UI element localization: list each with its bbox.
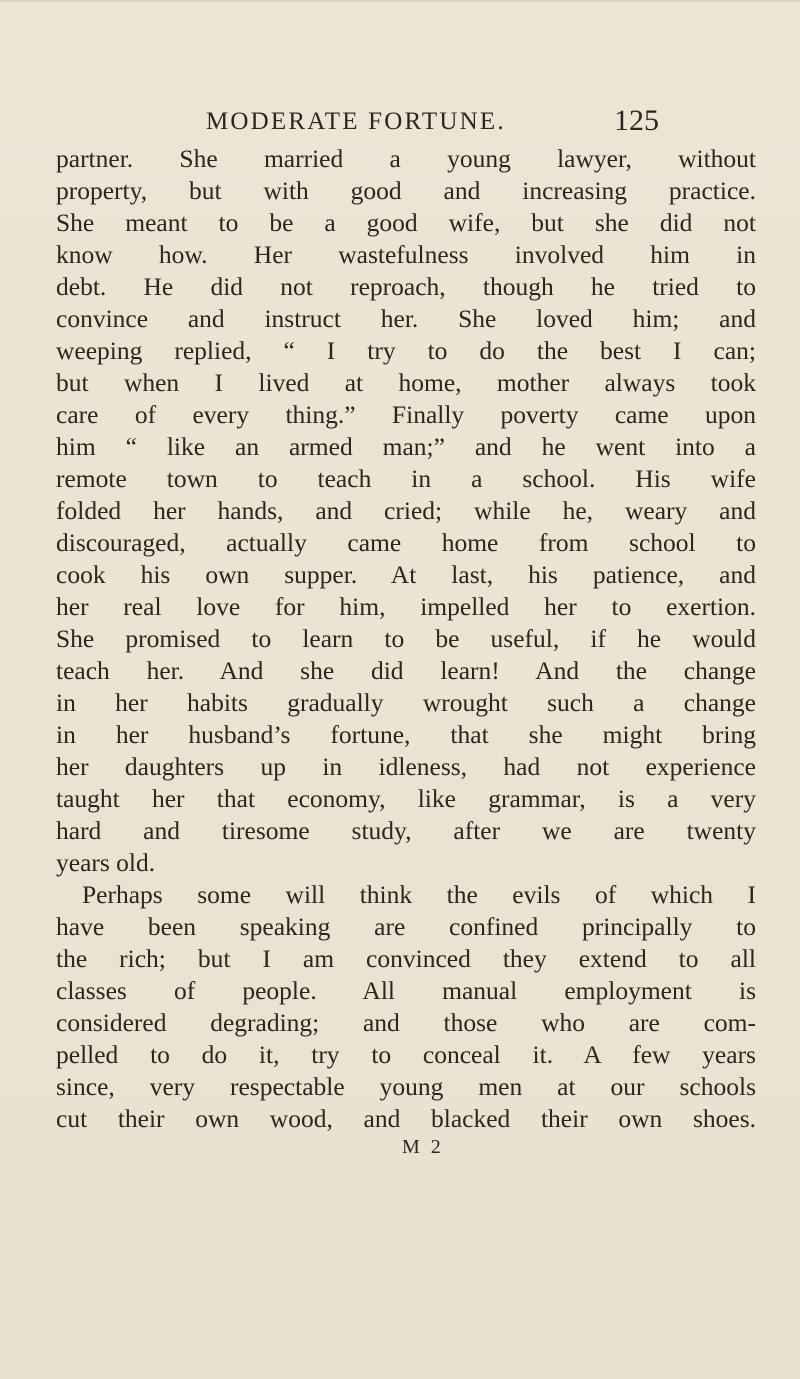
text-line: hard and tiresome study, after we are twenty [56,816,756,845]
printer-signature-mark: M 2 [402,1136,444,1158]
running-head-title: MODERATE FORTUNE. [206,108,506,135]
text-line: him “ like an armed man;” and he went into a [56,432,756,461]
text-line: teach her. And she did learn! And the change [56,656,756,685]
running-head [56,102,756,142]
text-line: since, very respectable young men at our schools [56,1072,756,1101]
text-line: know how. Her wastefulness involved him in [56,240,756,269]
text-line: considered degrading; and those who are com- [56,1008,756,1037]
text-line: convince and instruct her. She loved him; and [56,304,756,333]
page-number: 125 [614,104,659,137]
text-line: years old. [56,848,156,877]
text-line: care of every thing.” Finally poverty came upon [56,400,756,429]
text-line: folded her hands, and cried; while he, weary and [56,496,756,525]
paragraph-first-line: Perhaps some will think the evils of which I [82,880,756,909]
text-line: taught her that economy, like grammar, is a very [56,784,756,813]
text-line: cook his own supper. At last, his patience, and [56,560,756,589]
text-line: property, but with good and increasing practice. [56,176,756,205]
text-line: cut their own wood, and blacked their own shoes. [56,1104,756,1133]
text-line: the rich; but I am convinced they extend to all [56,944,756,973]
page-top-edge [0,0,800,2]
text-line: She promised to learn to be useful, if he would [56,624,756,653]
text-line: classes of people. All manual employment is [56,976,756,1005]
text-line: but when I lived at home, mother always took [56,368,756,397]
text-line: have been speaking are confined principally to [56,912,756,941]
text-line: her daughters up in idleness, had not experience [56,752,756,781]
text-line: debt. He did not reproach, though he tried to [56,272,756,301]
text-line: pelled to do it, try to conceal it. A few years [56,1040,756,1069]
text-line: She meant to be a good wife, but she did not [56,208,756,237]
text-line: remote town to teach in a school. His wife [56,464,756,493]
text-line: weeping replied, “ I try to do the best I can; [56,336,756,365]
text-line: in her habits gradually wrought such a change [56,688,756,717]
text-line: partner. She married a young lawyer, without [56,144,756,173]
text-line: her real love for him, impelled her to exertion. [56,592,756,621]
text-line: in her husband’s fortune, that she might bring [56,720,756,749]
text-line: discouraged, actually came home from school to [56,528,756,557]
